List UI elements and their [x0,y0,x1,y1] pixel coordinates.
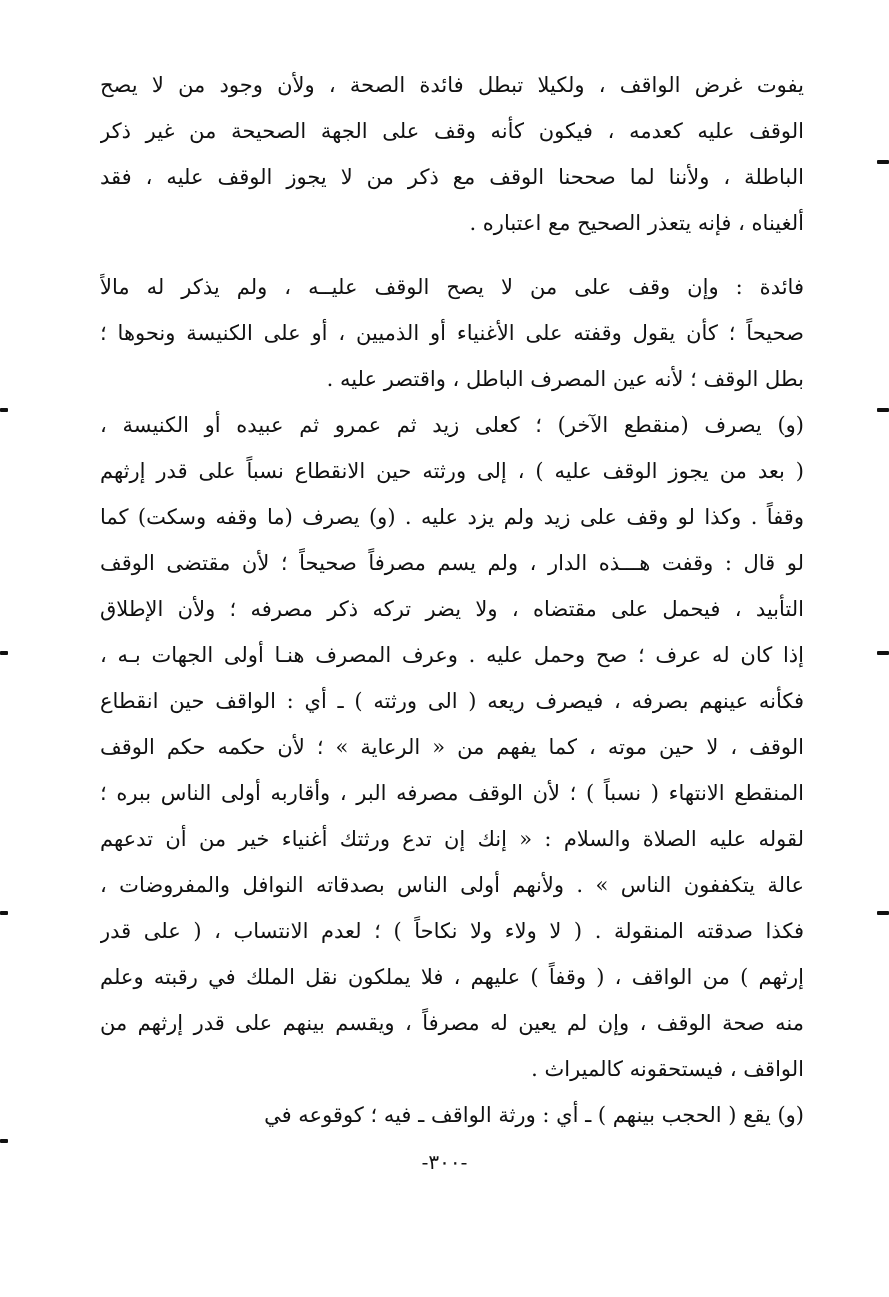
text-line: (و) يصرف (منقطع الآخر) ؛ كعلى زيد ثم عمرو ثم عبيده أو الكنيسة ، [100,413,804,437]
text-line: يفوت غرض الواقف ، ولكيلا تبطل فائدة الصحة ، ولأن وجود من لا يصح [100,73,804,97]
text-line: الوقف ، لا حين موته ، كما يفهم من « الرعاية » ؛ لأن حكمه حكم الوقف [100,735,804,759]
text-line: (و) يقع ( الحجب بينهم ) ـ أي : ورثة الواقف ـ فيه ؛ كوقوعه في [264,1103,804,1127]
text-line: لقوله عليه الصلاة والسلام : « إنك إن تدع ورثتك أغنياء خير من أن تدعهم [100,827,804,851]
binding-mark [0,1139,8,1143]
text-line: عالة يتكففون الناس » . ولأنهم أولى الناس بصدقاته النوافل والمفروضات ، [100,873,804,897]
text-line: صحيحاً ؛ كأن يقول وقفته على الأغنياء أو الذميين ، أو على الكنيسة ونحوها ؛ [100,321,804,345]
binding-mark [0,651,8,655]
text-line: ( بعد من يجوز الوقف عليه ) ، إلى ورثته حين الانقطاع نسباً على قدر إرثهم [100,459,804,483]
text-line: الوقف عليه كعدمه ، فيكون كأنه وقف على الجهة الصحيحة من غير ذكر [100,119,804,143]
text-line: التأبيد ، فيحمل على مقتضاه ، ولا يضر تركه ذكر مصرفه ؛ ولأن الإطلاق [100,597,804,621]
text-line: إذا كان له عرف ؛ صح وحمل عليه . وعرف المصرف هنـا أولى الجهات بـه ، [100,643,804,667]
binding-mark [877,408,889,412]
text-line: المنقطع الانتهاء ( نسباً ) ؛ لأن الوقف مصرفه البر ، وأقاربه أولى الناس ببره ؛ [100,781,804,805]
binding-mark [877,160,889,164]
text-line: الواقف ، فيستحقونه كالميراث . [531,1057,804,1081]
text-line: منه صحة الوقف ، وإن لم يعين له مصرفاً ، ويقسم بينهم على قدر إرثهم من [100,1011,804,1035]
binding-mark [0,408,8,412]
text-line: لو قال : وقفت هـــذه الدار ، ولم يسم مصرفاً صحيحاً ؛ لأن مقتضى الوقف [100,551,804,575]
text-line: فائدة : وإن وقف على من لا يصح الوقف عليــه ، ولم يذكر له مالاً [100,275,804,299]
main-text [100,62,804,1138]
text-line: وقفاً . وكذا لو وقف على زيد ولم يزد عليه . (و) يصرف (ما وقفه وسكت) كما [100,505,804,529]
text-line: الباطلة ، ولأننا لما صححنا الوقف مع ذكر من لا يجوز الوقف عليه ، فقد [100,165,804,189]
text-line: فكذا صدقته المنقولة . ( لا ولاء ولا نكاحاً ) ؛ لعدم الانتساب ، ( على قدر [100,919,804,943]
binding-mark [877,651,889,655]
binding-mark [0,911,8,915]
text-line: فكأنه عينهم بصرفه ، فيصرف ريعه ( الى ورثته ) ـ أي : الواقف حين انقطاع [100,689,804,713]
text-line: إرثهم ) من الواقف ، ( وقفاً ) عليهم ، فلا يملكون نقل الملك في رقبته وعلم [100,965,804,989]
page-number: -٣٠٠- [421,1150,468,1174]
binding-mark [877,911,889,915]
text-line: ألغيناه ، فإنه يتعذر الصحيح مع اعتباره . [469,211,804,235]
text-line: بطل الوقف ؛ لأنه عين المصرف الباطل ، واقتصر عليه . [326,367,804,391]
